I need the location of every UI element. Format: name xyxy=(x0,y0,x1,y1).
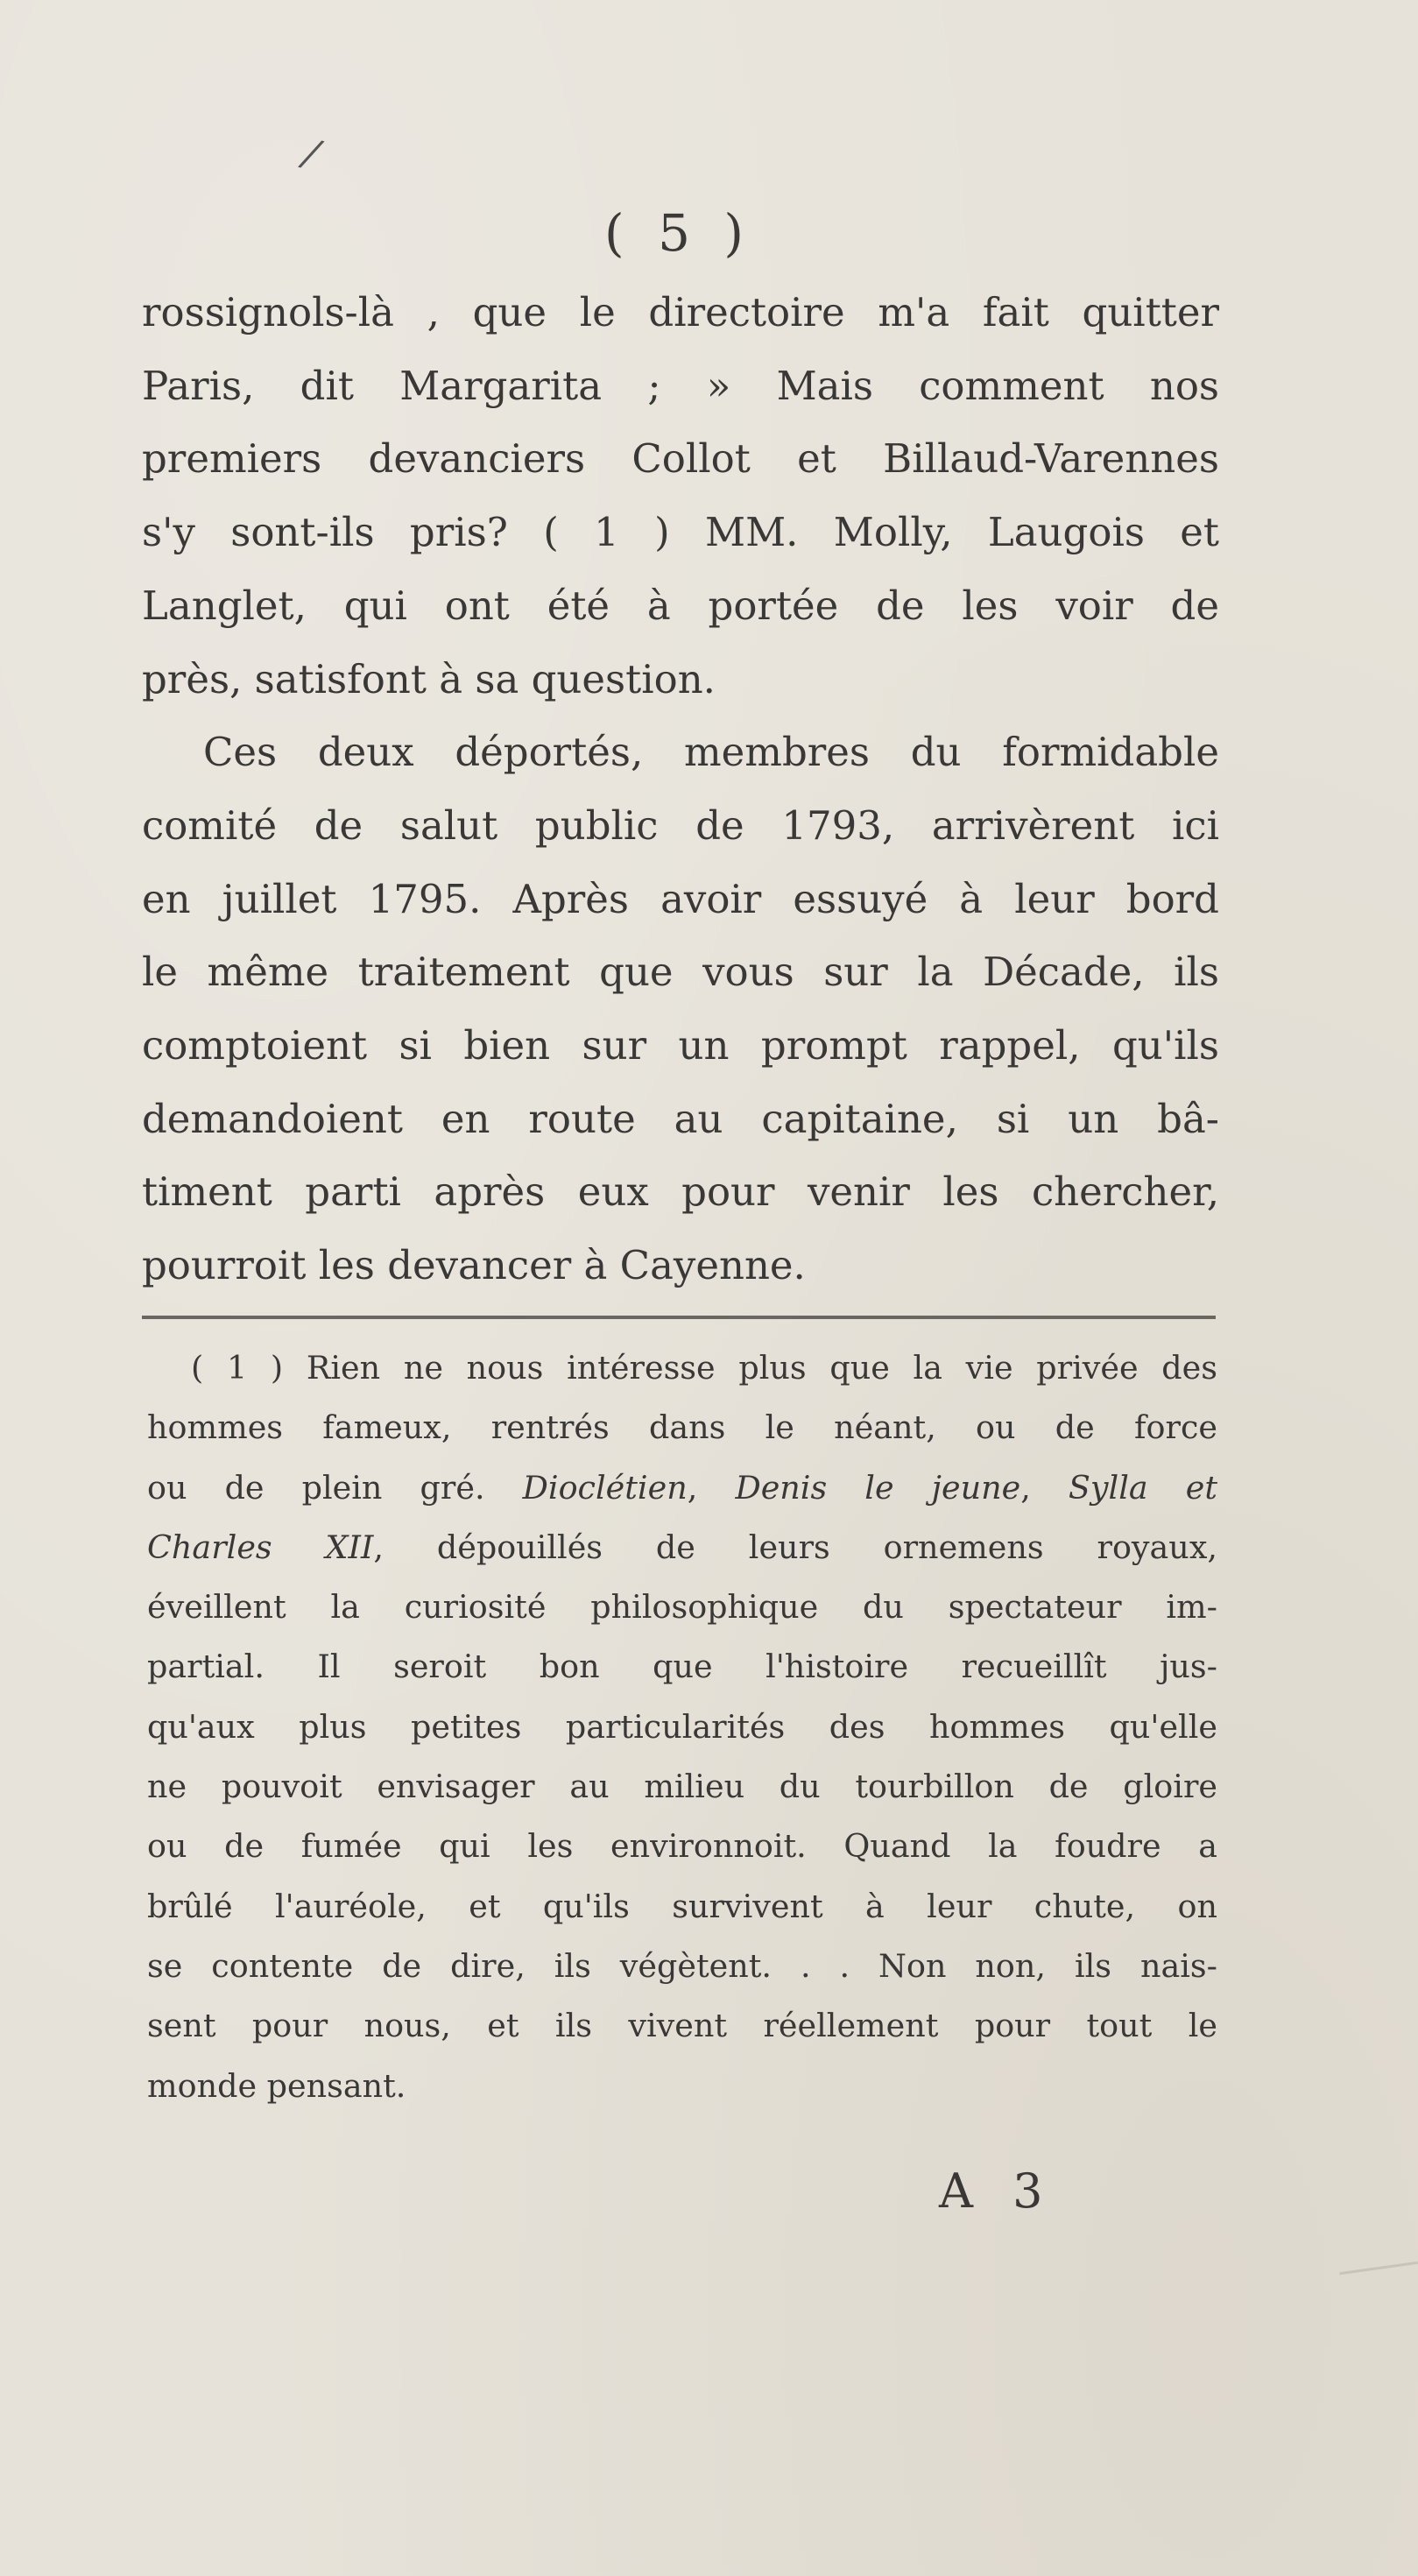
footnote-line xyxy=(147,1458,1217,1518)
footnote-line: éveillent la curiosité philosophique du spectateur im- xyxy=(147,1588,1217,1627)
stray-pen-mark: / xyxy=(299,130,324,178)
footnote xyxy=(147,1338,1217,2116)
text-line: premiers devanciers Collot et Billaud-Varennes xyxy=(142,435,1219,483)
footnote-line: ( 1 ) Rien ne nous intéresse plus que la vie privée des xyxy=(191,1349,1217,1387)
text-line: rossignols-là , que le directoire m'a fait quitter xyxy=(142,289,1219,335)
footnote-fragment: , xyxy=(1020,1468,1069,1507)
text-line: demandoient en route au capitaine, si un bâ- xyxy=(142,1095,1219,1142)
text-line: s'y sont-ils pris? ( 1 ) MM. Molly, Laugois et xyxy=(142,509,1219,556)
footnote-line xyxy=(147,1518,1217,1577)
text-line: comptoient si bien sur un prompt rappel, qu'ils xyxy=(142,1022,1219,1069)
text-line: timent parti après eux pour venir les chercher, xyxy=(142,1168,1219,1216)
main-text xyxy=(142,276,1219,1302)
footnote-italic-name: Sylla et xyxy=(1068,1468,1217,1507)
text-line: Langlet, qui ont été à portée de les voir de xyxy=(142,582,1219,629)
footnote-fragment: , dépouillés de leurs ornemens royaux, xyxy=(373,1528,1218,1566)
footnote-italic-name: Dioclétien xyxy=(522,1468,688,1507)
footnote-line: ou de fumée qui les environnoit. Quand la foudre a xyxy=(147,1827,1217,1866)
footnote-italic-name: Denis le jeune xyxy=(735,1468,1021,1507)
text-line: pourroit les devancer à Cayenne. xyxy=(142,1242,806,1289)
footnote-line: qu'aux plus petites particularités des hommes qu'elle xyxy=(147,1707,1217,1746)
footnote-fragment: , xyxy=(687,1468,736,1507)
footnote-italic-name: Charles XII xyxy=(147,1528,374,1566)
paper-edge-mark xyxy=(1339,2262,1418,2275)
text-line: le même traitement que vous sur la Décade, ils xyxy=(142,949,1219,996)
footnote-line: hommes fameux, rentrés dans le néant, ou de force xyxy=(147,1408,1217,1447)
text-line: Paris, dit Margarita ; » Mais comment nos xyxy=(142,362,1219,409)
page-number: ( 5 ) xyxy=(604,203,753,263)
text-line: Ces deux déportés, membres du formidable xyxy=(203,729,1219,776)
footnote-fragment: ou de plein gré. xyxy=(147,1468,523,1507)
text-line: comité de salut public de 1793, arrivèrent ici xyxy=(142,801,1219,849)
footnote-line: monde pensant. xyxy=(147,2066,406,2105)
signature-mark: A 3 xyxy=(939,2163,1055,2219)
footnote-divider xyxy=(142,1316,1216,1319)
footnote-line: sent pour nous, et ils vivent réellement pour tout le xyxy=(147,2007,1217,2045)
footnote-line: brûlé l'auréole, et qu'ils survivent à leur chute, on xyxy=(147,1887,1217,1925)
text-line: en juillet 1795. Après avoir essuyé à leur bord xyxy=(142,875,1219,922)
footnote-line: partial. Il seroit bon que l'histoire recueillît jus- xyxy=(147,1648,1217,1686)
text-line: près, satisfont à sa question. xyxy=(142,655,716,702)
footnote-line: ne pouvoit envisager au milieu du tourbillon de gloire xyxy=(147,1768,1217,1806)
footnote-line: se contente de dire, ils végètent. . . Non non, ils nais- xyxy=(147,1946,1217,1985)
